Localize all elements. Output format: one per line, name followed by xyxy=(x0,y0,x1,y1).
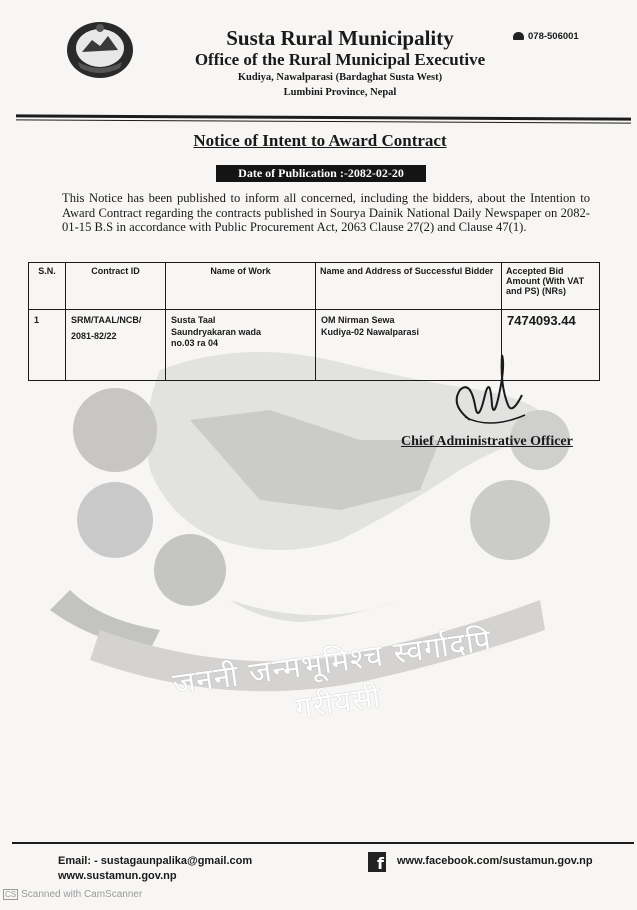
footer-website: www.sustamun.gov.np xyxy=(58,870,177,882)
camscanner-icon: CS xyxy=(5,890,17,899)
cell-work xyxy=(166,310,316,381)
scanner-text: Scanned with CamScanner xyxy=(21,889,143,900)
cell-contract-id xyxy=(66,310,166,381)
table-header-row xyxy=(29,263,600,310)
signature-mark xyxy=(430,345,550,435)
phone-text: 078-506001 xyxy=(528,31,579,42)
col-header-amount: Accepted Bid Amount (With VAT and PS) (NRs) xyxy=(502,263,600,310)
work-line: Susta Taal xyxy=(171,315,216,325)
municipality-emblem-icon xyxy=(62,18,138,82)
col-header-sn: S.N. xyxy=(29,263,66,310)
cell-amount: 7474093.44 xyxy=(502,310,600,381)
signatory-title: Chief Administrative Officer xyxy=(401,434,573,449)
contract-id-line: SRM/TAAL/NCB/ xyxy=(71,315,142,325)
footer-email: Email: - sustagaunpalika@gmail.com xyxy=(58,855,253,867)
facebook-icon: f xyxy=(368,852,386,872)
watermark-motto: जननी जन्मभूमिश्च स्वर्गादपि गरीयसी xyxy=(170,622,495,727)
footer-facebook-link: www.facebook.com/sustamun.gov.np xyxy=(397,855,593,867)
telephone-icon xyxy=(513,32,524,40)
address-line: Kudiya, Nawalparasi (Bardaghat Susta West) xyxy=(237,72,443,83)
phone-number xyxy=(513,31,579,42)
province-line: Lumbini Province, Nepal xyxy=(283,87,397,98)
bidder-line: OM Nirman Sewa xyxy=(321,315,395,325)
bidder-line: Kudiya-02 Nawalparasi xyxy=(321,326,420,337)
cell-sn: 1 xyxy=(29,310,66,381)
col-header-work: Name of Work xyxy=(166,263,316,310)
footer-rule xyxy=(12,842,634,844)
contract-id-line: 2081-82/22 xyxy=(71,330,117,341)
work-line: no.03 ra 04 xyxy=(171,338,219,348)
scanner-watermark xyxy=(3,889,142,900)
work-line: Saundryakaran wada xyxy=(171,326,262,337)
publication-date: Date of Publication :-2082-02-20 xyxy=(216,165,426,182)
notice-paragraph: This Notice has been published to inform all concerned, including the bidders, about the Intention to Award Contract regarding the contracts published in Sourya Dainik National Daily Newspaper on 2082-01-15 B.S in accordance with Public Procurement Act, 2063 Clause 27(2) and Clause 47(1). xyxy=(62,191,590,234)
municipality-title: Susta Rural Municipality xyxy=(226,26,454,50)
col-header-contract-id: Contract ID xyxy=(66,263,166,310)
office-subtitle: Office of the Rural Municipal Executive xyxy=(194,50,486,69)
col-header-bidder: Name and Address of Successful Bidder xyxy=(316,263,502,310)
notice-title: Notice of Intent to Award Contract xyxy=(193,131,447,150)
